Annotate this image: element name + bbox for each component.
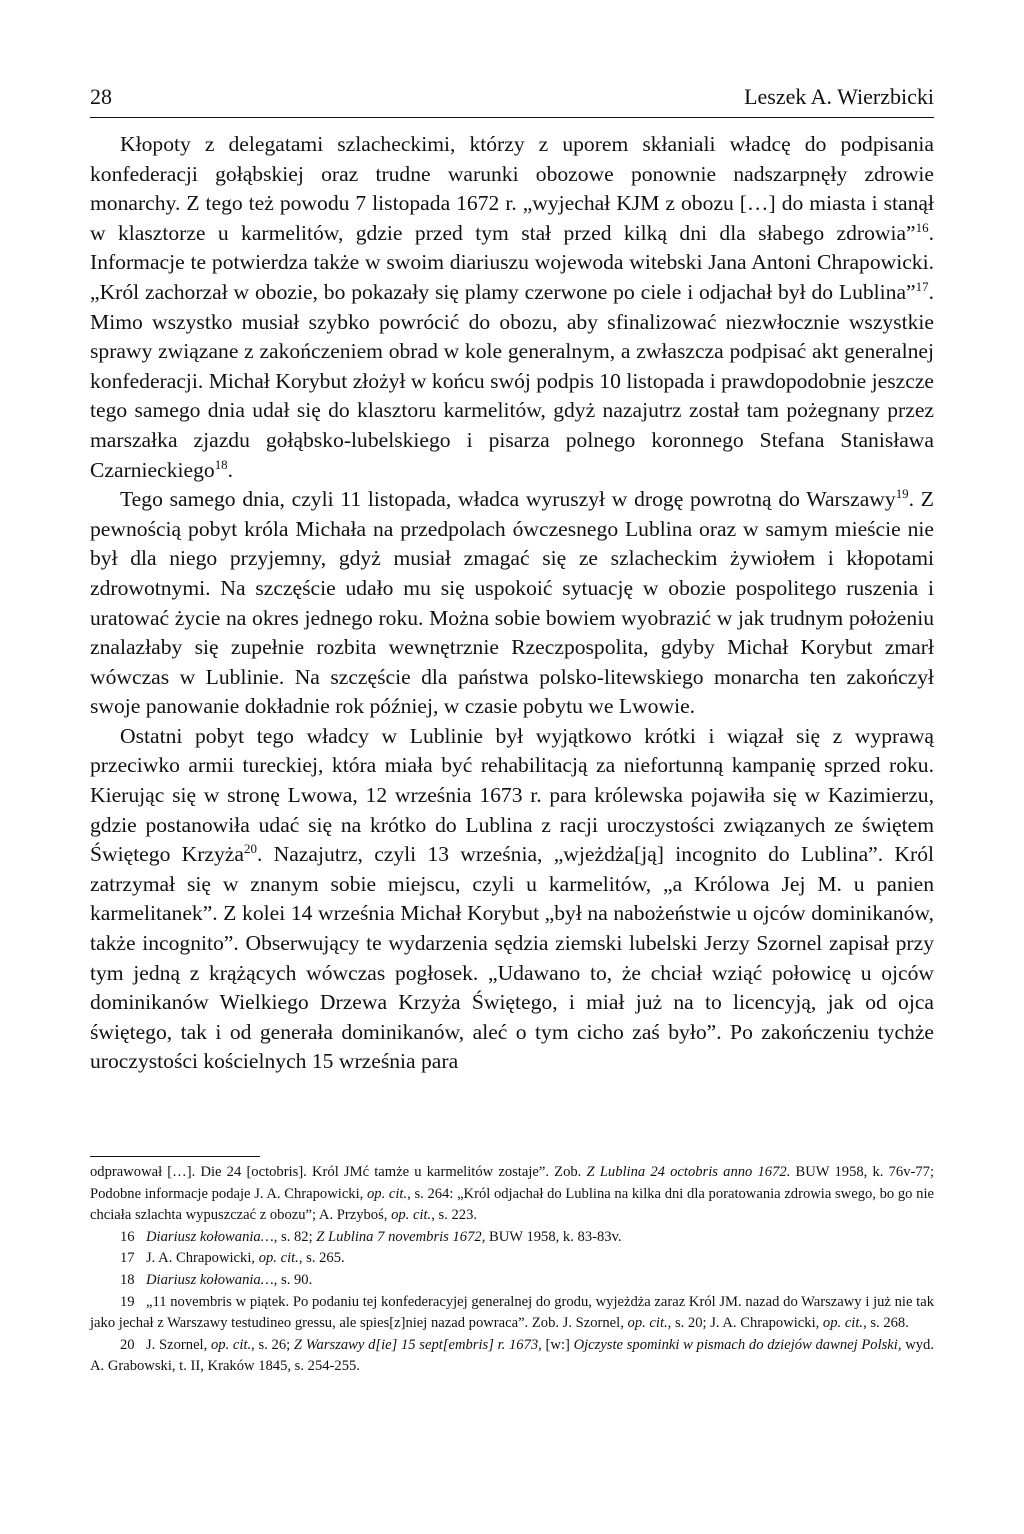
header-rule xyxy=(90,117,934,118)
paragraph-text: . Nazajutrz, czyli 13 września, „wjeżdża[ją] incognito do Lublina”. Król zatrzymał się w znanym sobie miejscu, czyli u karmelitów, „a Królowa Jej M. u panien karmelitanek”. Z kolei 14 września Michał Korybut „był na nabożeństwie u ojców dominikanów, także incognito”. Obserwujący te wydarzenia sędzia ziemski lubelski Jerzy Szornel zapisał przy tym jedną z krążących wówczas pogłosek. „Udawano to, że chciał wziąć połowicę u ojców dominikanów Wielkiego Drzewa Krzyża Świętego, i miał już na to licencyją, jak od ojca świętego, tak i od generała dominikanów, aleć o tym cicho zaś było”. Po zakończeniu tychże uroczystości kościelnych 15 września para xyxy=(90,842,934,1074)
footnote-text: odprawował […]. Die 24 [octobris]. Król JMć tamże u karmelitów zostaje”. Zob. xyxy=(90,1164,587,1180)
page-number: 28 xyxy=(90,84,112,109)
running-head xyxy=(90,82,934,112)
footnote-title: op. cit. xyxy=(210,1336,252,1353)
footnote-number: 16 xyxy=(120,1228,135,1245)
footnote-number: 19 xyxy=(120,1293,135,1310)
footnote-title: Diariusz kołowania… xyxy=(146,1228,274,1245)
footnote-rule xyxy=(90,1156,260,1157)
footnote-text: , s. 265. xyxy=(298,1250,345,1267)
footnote-text: „11 novembris w piątek. Po podaniu tej konfederacyjej generalnej do grodu, wyjeżdża zaraz Król JM. nazad do Warszawy i już nie tak jako jechał z Warszawy testudineo gressu, ale spies[z]niej nazad powraca”. Zob. J. Szornel, xyxy=(90,1293,934,1332)
footnote-title: op. cit. xyxy=(366,1185,408,1202)
footnote-text: wyd. A. Grabowski, t. II, Kraków 1845, s. 254-255. xyxy=(90,1336,934,1375)
paragraph-text: Tego samego dnia, czyli 11 listopada, władca wyruszył w drogę powrotną do Warszawy xyxy=(120,487,896,512)
footnote-text: , s. 268. xyxy=(863,1315,909,1332)
footnote-ref-17: 17 xyxy=(915,278,929,294)
footnote-title: Diariusz kołowania… xyxy=(146,1271,274,1288)
footnote-continuation xyxy=(90,1162,934,1227)
footnote-text: BUW 1958, k. 83-83v. xyxy=(485,1228,622,1245)
footnote-text: , s. 82; xyxy=(273,1228,317,1245)
paragraph-text: . xyxy=(227,457,234,482)
footnote-title: op. cit. xyxy=(627,1315,668,1332)
footnote-number: 20 xyxy=(120,1336,135,1353)
paragraph-1 xyxy=(90,130,934,485)
footnote-title: Z Lublina 7 novembris 1672, xyxy=(316,1228,486,1245)
footnote-16 xyxy=(90,1227,934,1249)
footnote-number: 17 xyxy=(120,1250,135,1267)
paragraph-text: . Informacje te potwierdza także w swoim diariuszu wojewoda witebski Jana Antoni Chrapowicki. „Król zachorzał w obozie, bo pokazały się plamy czerwone po ciele i odjachał był do Lublina” xyxy=(90,220,934,304)
footnote-title: op. cit. xyxy=(258,1250,299,1267)
footnotes xyxy=(90,1162,934,1378)
paragraph-text: Kłopoty z delegatami szlacheckimi, którzy z uporem skłaniali władcę do podpisania konfederacji gołąbskiej oraz trudne warunki obozowe ponownie nadszarpnęły zdrowie monarchy. Z tego też powodu 7 listopada 1672 r. „wyjechał KJM z obozu […] do miasta i stanął w klasztorze u karmelitów, gdzie przed tym stał przed kilką dni dla słabego zdrowia” xyxy=(90,132,934,245)
footnote-title: Ojczyste spominki w pismach do dziejów dawnej Polski, xyxy=(573,1336,902,1353)
footnote-number: 18 xyxy=(120,1271,135,1288)
footnote-17 xyxy=(90,1248,934,1270)
paragraph-text: . Z pewnością pobyt króla Michała na przedpolach ówczesnego Lublina oraz w samym mieście nie był dla niego przyjemny, gdyż musiał zmagać się ze szlacheckim żywiołem i kłopotami zdrowotnymi. Na szczęście udało mu się uspokoić sytuację w obozie pospolitego ruszenia i uratować życie na okres jednego roku. Można sobie bowiem wyobrazić w jak trudnym położeniu znalazłaby się zupełnie rozbita wewnętrznie Rzeczpospolita, gdyby Michał Korybut zmarł wówczas w Lublinie. Na szczęście dla państwa polsko-litewskiego monarcha ten zakończył swoje panowanie dokładnie rok później, w czasie pobytu we Lwowie. xyxy=(90,487,934,719)
footnote-title: Z Warszawy d[ie] 15 sept[embris] r. 1673, xyxy=(293,1336,542,1353)
footnote-text: , s. 264: „Król odjachał do Lublina na kilka dni dla poratowania zdrowia swego, bo go nie chciała szlachta wypuszczać z obozu”; A. Przyboś, xyxy=(90,1185,934,1224)
footnote-text: J. Szornel, xyxy=(146,1336,211,1353)
footnote-title: op. cit. xyxy=(822,1315,864,1332)
footnote-ref-18: 18 xyxy=(214,456,228,472)
footnote-ref-20: 20 xyxy=(243,841,257,857)
footnote-19 xyxy=(90,1292,934,1335)
footnote-title: op. cit. xyxy=(391,1207,432,1224)
footnote-text: [w:] xyxy=(541,1336,574,1353)
footnote-text: , s. 90. xyxy=(273,1271,313,1288)
footnote-20 xyxy=(90,1335,934,1378)
paragraph-text: . Mimo wszystko musiał szybko powrócić do obozu, aby sfinalizować niezwłocznie wszystkie sprawy związane z zakończeniem obrad w kole generalnym, a zwłaszcza podpisać akt generalnej konfederacji. Michał Korybut złożył w końcu swój podpis 10 listopada i prawdopodobnie jeszcze tego samego dnia udał się do klasztoru karmelitów, gdyż nazajutrz został tam pożegnany przez marszałka zjazdu gołąbsko-lubelskiego i pisarza polnego koronnego Stefana Stanisława Czarnieckiego xyxy=(90,279,934,482)
paragraph-3 xyxy=(90,722,934,1077)
footnote-ref-16: 16 xyxy=(915,219,929,235)
footnote-text: , s. 20; J. A. Chrapowicki, xyxy=(667,1315,823,1332)
footnote-text: J. A. Chrapowicki, xyxy=(146,1250,259,1267)
footnote-text: , s. 223. xyxy=(431,1207,478,1224)
footnote-ref-19: 19 xyxy=(895,485,909,501)
paragraph-text: Ostatni pobyt tego władcy w Lublinie był wyjątkowo krótki i wiązał się z wyprawą przeciwko armii tureckiej, która miała być rehabilitacją za niefortunną kampanię sprzed roku. Kierując się w stronę Lwowa, 12 września 1673 r. para królewska pojawiła się w Kazimierzu, gdzie postanowiła udać się na krótko do Lublina z racji uroczystości związanych ze świętem Świętego Krzyża xyxy=(90,723,934,867)
footnote-text: , s. 26; xyxy=(251,1336,294,1353)
footnote-18 xyxy=(90,1270,934,1292)
footnote-title: Z Lublina 24 octobris anno 1672. xyxy=(586,1164,791,1180)
paragraph-2 xyxy=(90,485,934,722)
running-head-author: Leszek A. Wierzbicki xyxy=(744,84,934,109)
main-text xyxy=(90,130,934,1077)
footnote-text: BUW 1958, k. 76v-77; Podobne informacje podaje J. A. Chrapowicki, xyxy=(90,1164,934,1202)
